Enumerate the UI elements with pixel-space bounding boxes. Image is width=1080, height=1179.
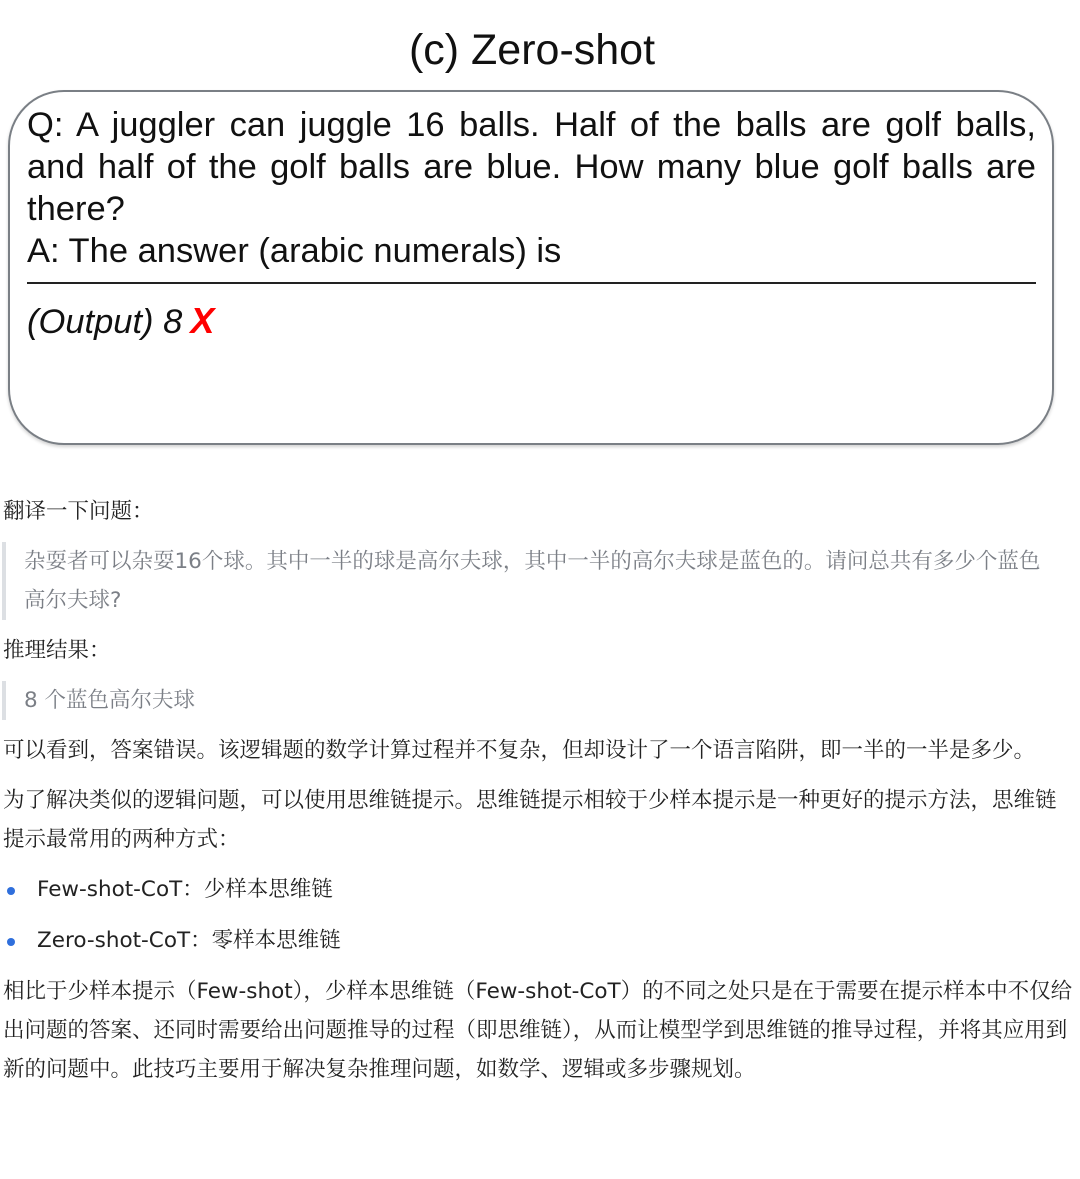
answer-prompt: A: The answer (arabic numerals) is [27,232,562,270]
model-output [27,298,214,345]
result-heading: 推理结果： [3,638,111,663]
cot-methods-list [0,870,1080,960]
zero-shot-figure [0,0,1080,462]
result-quote: 8 个蓝色高尔夫球 [2,681,1059,720]
translate-heading: 翻译一下问题： [3,499,154,524]
divider-line [27,282,1036,284]
analysis-paragraph: 可以看到，答案错误。该逻辑题的数学计算过程并不复杂，但却设计了一个语言陷阱，即一半的一半是多少。 [3,738,1036,763]
cot-intro-paragraph: 为了解决类似的逻辑问题，可以使用思维链提示。思维链提示相较于少样本提示是一种更好的提示方法，思维链提示最常用的两种方式： [3,788,1057,852]
figure-question [27,104,1036,272]
wrong-mark-icon: X [190,300,215,341]
few-shot-explanation-paragraph: 相比于少样本提示（Few-shot），少样本思维链（Few-shot-CoT）的不同之处只是在于需要在提示样本中不仅给出问题的答案、还同时需要给出问题推导的过程（即思维链），从而让模型学到思维链的推导过程，并将其应用到新的问题中。此技巧主要用于解决复杂推理问题，如数学、逻辑或多步骤规划。 [3,979,1073,1082]
translated-question-quote: 杂耍者可以杂耍16个球。其中一半的球是高尔夫球，其中一半的高尔夫球是蓝色的。请问总共有多少个蓝色高尔夫球? [2,542,1059,620]
output-label: (Output) 8 [27,303,183,341]
figure-title: (c) Zero-shot [408,26,656,74]
bullet-icon [7,887,15,895]
list-item: Few-shot-CoT：少样本思维链 [0,870,1080,909]
article-body [0,492,1080,1100]
question-text: Q: A juggler can juggle 16 balls. Half of the balls are golf balls, and half of the golf balls are blue. How many blue golf balls are there? [27,106,1036,228]
bullet-icon [7,938,15,946]
list-item: Zero-shot-CoT：零样本思维链 [0,921,1080,960]
